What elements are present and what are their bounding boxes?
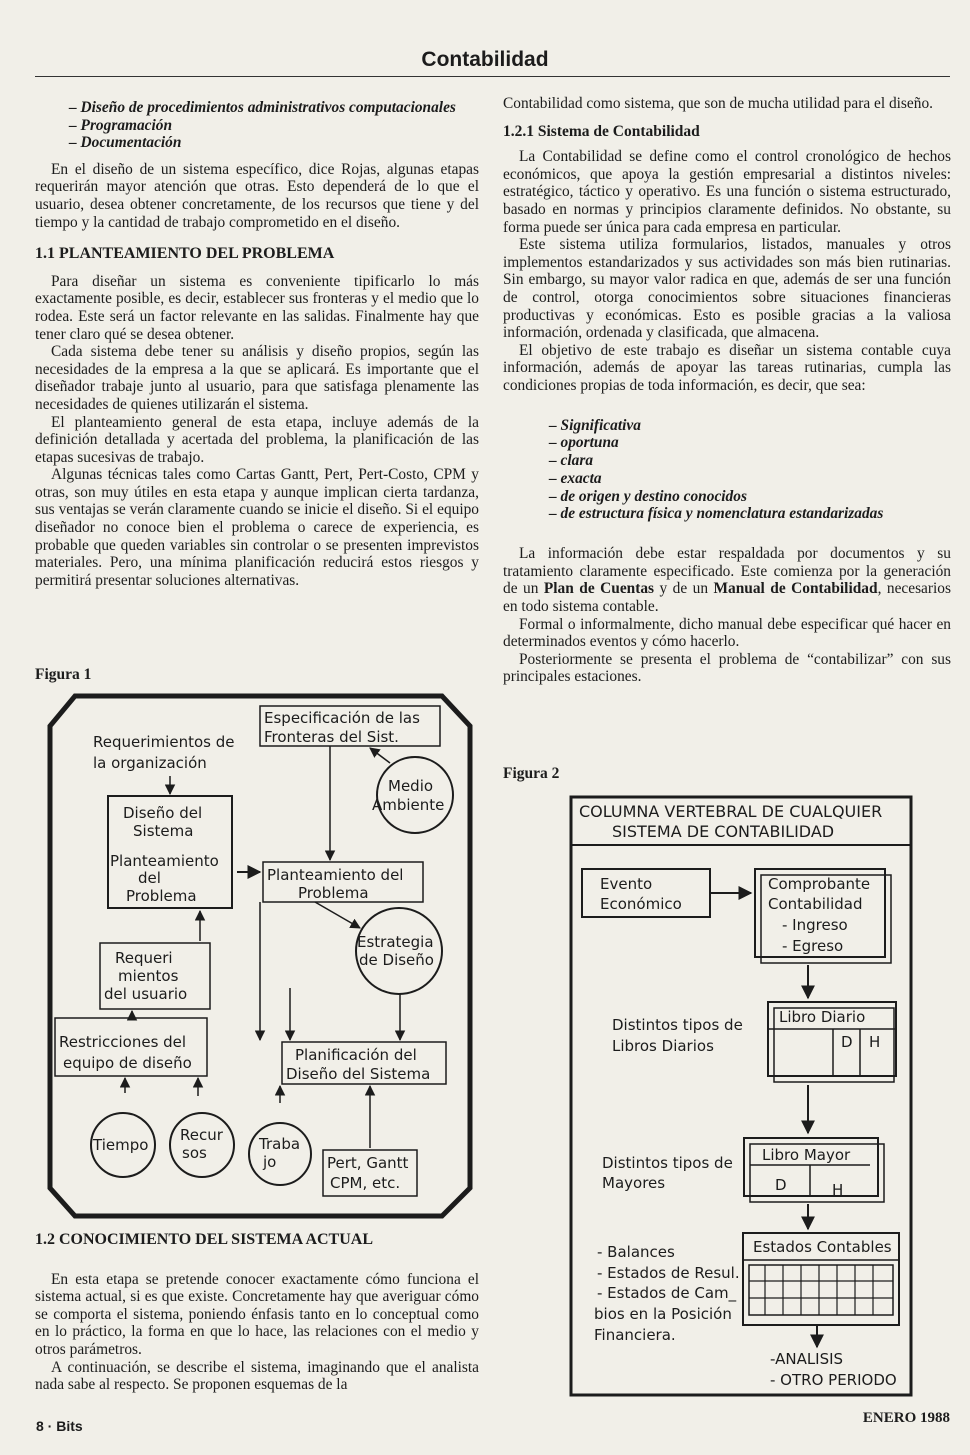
restricciones-line2: equipo de diseño <box>63 1054 192 1072</box>
paragraph: Posteriormente se presenta el problema de “contabilizar” con sus principales estaciones. <box>503 650 951 686</box>
medio-line2: Ambiente <box>372 796 445 814</box>
diario-d: D <box>841 1033 853 1051</box>
mayor-h: H <box>832 1181 844 1199</box>
medio-ambiente-circle <box>377 757 453 833</box>
quality-bullet: – de estructura física y nomenclatura estandarizadas <box>549 505 884 523</box>
paragraph: El objetivo de este trabajo es diseñar un sistema contable cuya información, además de apoyar las tareas rutinarias, cumpla las condiciones propias de toda información, es decir, que sea: <box>503 341 951 394</box>
req-usuario-line2: mientos <box>118 967 179 985</box>
paragraph-plan-cuentas <box>503 545 951 615</box>
left-column <box>35 99 479 589</box>
footer-page-number: 8 · Bits <box>36 1418 83 1434</box>
req-usuario-line3: del usuario <box>104 985 188 1003</box>
plan-cuentas-term: Plan de Cuentas <box>543 580 655 598</box>
paragraph: Algunas técnicas tales como Cartas Gantt, Pert, Pert-Costo, CPM y otras, son muy útiles en esta etapa y aunque implican cierta tardanza, sus ventajas se verán claramente cuando se inicie el diseño. Si el equipo diseñador no conoce bien el problema o carece de experiencia, es probable que queden variables sin controlar o se presenten imprevistos materiales. Pero, una mínima planificación reducirá estos riesgos y permitirá presentar soluciones alternativas. <box>35 466 479 589</box>
plant-left-line2: del <box>138 869 161 887</box>
comprobante-line4: - Egreso <box>782 937 844 955</box>
paragraph: Contabilidad como sistema, que son de mucha utilidad para el diseño. <box>503 95 933 112</box>
page-header: Contabilidad <box>421 48 549 71</box>
diseno-line2: Sistema <box>133 822 194 840</box>
evento-line1: Evento <box>600 875 653 893</box>
ledger-grid <box>749 1265 893 1315</box>
trabajo-circle <box>249 1123 311 1185</box>
figure-1-diagram <box>30 688 482 1223</box>
paragraph: A continuación, se describe el sistema, imaginando que el analista nada sabe al respecto. Se proponen esquemas de la <box>35 1358 479 1394</box>
arrow <box>370 748 390 763</box>
restricciones-line1: Restricciones del <box>59 1033 187 1051</box>
diario-h: H <box>869 1033 881 1051</box>
text-run: La información debe estar respaldada por documentos y su tratamiento claramente especificado. Este comienza por la generación de un <box>503 545 951 598</box>
quality-bullet: – clara <box>549 452 594 470</box>
paragraph: Para diseñar un sistema es conveniente tipificarlo lo más exactamente posible, es decir, establecer sus fronteras y el medio que lo rodea. Este será un factor relevante en las salidas. Finalmente hay que tener claro qué se desea obtener. <box>35 272 479 343</box>
arrow <box>315 902 360 928</box>
intro-bullet-list <box>35 99 479 152</box>
libro-diario-label: Libro Diario <box>779 1008 866 1026</box>
quality-bullet: – de origen y destino conocidos <box>549 487 747 505</box>
mayor-d: D <box>775 1176 787 1194</box>
paragraph: El planteamiento general de esta etapa, incluye además de la definición detallada y acertada del problema, la planificación de las etapas sucesivas de trabajo. <box>35 413 479 466</box>
diarios-line2: Libros Diarios <box>612 1037 714 1055</box>
quality-bullet: – exacta <box>549 469 602 487</box>
mayores-line1: Distintos tipos de <box>602 1154 733 1172</box>
estados-list-item: bios en la Posición <box>594 1305 732 1323</box>
intro-bullet: – Diseño de procedimientos administrativos computacionales <box>69 99 456 116</box>
paragraph: En esta etapa se pretende conocer exactamente cómo funciona el sistema actual, si es que existe. Concretamente hay que averiguar cómo se comporta el sistema, poniendo énfasis tanto en lo conceptual como en lo práctico, la forma en que lo hace, las relaciones con el medio y otros parámetros. <box>35 1270 479 1358</box>
pert-line1: Pert, Gantt <box>327 1154 409 1172</box>
estados-list-item: - Balances <box>597 1243 675 1261</box>
section-heading-1-1: 1.1 PLANTEAMIENTO DEL PROBLEMA <box>35 245 335 263</box>
figure-2-diagram <box>565 793 917 1400</box>
estados-list-item: - Estados de Cam_ <box>597 1284 737 1302</box>
figure-2-label: Figura 2 <box>503 765 560 782</box>
esp-fronteras-line2: Fronteras del Sist. <box>264 728 399 746</box>
plant-right-line1: Planteamiento del <box>267 866 404 884</box>
plant-right-line2: Problema <box>298 884 369 902</box>
fig2-title-line2: SISTEMA DE CONTABILIDAD <box>612 822 835 841</box>
planificacion-line2: Diseño del Sistema <box>286 1065 431 1083</box>
header-rule <box>35 76 950 77</box>
paragraph: Cada sistema debe tener su análisis y diseño propios, según las necesidades de la empresa a la que se aplicará. Es importante que el diseñador trabaje junto al usuario, para que satisfaga plenamente las necesidades de quienes utilizarán el sistema. <box>35 343 479 413</box>
quality-bullet: – Significativa <box>549 416 641 434</box>
req-org-line1: Requerimientos de <box>93 733 235 751</box>
text-run: y de un <box>654 580 714 598</box>
section-heading-1-2-1: 1.2.1 Sistema de Contabilidad <box>503 122 700 140</box>
ledger-grid-lines <box>749 1265 893 1315</box>
pert-line2: CPM, etc. <box>330 1174 401 1192</box>
section-heading-1-2: 1.2 CONOCIMIENTO DEL SISTEMA ACTUAL <box>35 1231 373 1248</box>
footer-date: ENERO 1988 <box>862 1410 950 1426</box>
recursos-line2: sos <box>182 1144 207 1162</box>
plant-left-line3: Problema <box>126 887 197 905</box>
planificacion-line1: Planificación del <box>295 1046 417 1064</box>
esp-fronteras-line1: Especificación de las <box>264 709 420 727</box>
comprobante-line1: Comprobante <box>768 875 871 893</box>
tiempo-label: Tiempo <box>93 1136 149 1154</box>
estados-list-item: - Estados de Resul. <box>597 1264 740 1282</box>
analisis-line1: -ANALISIS <box>770 1350 844 1368</box>
left-column-bottom <box>35 1227 479 1394</box>
trabajo-line2: jo <box>263 1153 277 1171</box>
trabajo-line1: Traba <box>259 1135 301 1153</box>
mayores-line2: Mayores <box>602 1174 666 1192</box>
req-usuario-line1: Requeri <box>115 949 173 967</box>
comprobante-line3: - Ingreso <box>782 916 848 934</box>
figure-1-label: Figura 1 <box>35 666 92 683</box>
quality-bullet-list <box>503 417 951 524</box>
diseno-line1: Diseño del <box>123 804 203 822</box>
text-run: , necesarios en todo sistema contable. <box>503 580 951 616</box>
right-column <box>503 95 951 686</box>
analisis-line2: - OTRO PERIODO <box>770 1371 897 1389</box>
plant-left-line1: Planteamiento <box>110 852 219 870</box>
estados-list-item: Financiera. <box>594 1326 676 1344</box>
paragraph: Este sistema utiliza formularios, listados, manuales y otros implementos estandarizados y sus actividades son más bien rutinarias. Sin embargo, su mayor valor radica en que, además de ser una función de control, otorga conocimientos sobre situaciones financieras productivas y económicas. Esto es posible gracias a la valiosa información, ordenada y clasificada, que almacena. <box>503 236 951 342</box>
recursos-line1: Recur <box>180 1126 223 1144</box>
fig2-title-line1: COLUMNA VERTEBRAL DE CUALQUIER <box>579 802 883 821</box>
intro-bullet: – Programación <box>69 116 173 134</box>
intro-paragraph: En el diseño de un sistema específico, dice Rojas, algunas etapas requerirán mayor atención que otras. Esto dependerá de lo que el usuario, desea obtener concretamente, de los recursos que tiene y del tiempo y la cantidad de trabajo comprometido en el diseño. <box>35 160 479 231</box>
estrategia-line1: Estrategia <box>357 933 434 951</box>
diarios-line1: Distintos tipos de <box>612 1016 743 1034</box>
estados-contables-label: Estados Contables <box>753 1238 892 1256</box>
paragraph: Formal o informalmente, dicho manual debe especificar qué hacer en determinados eventos y cómo hacerlo. <box>503 615 951 651</box>
intro-bullet: – Documentación <box>69 134 182 152</box>
quality-bullet: – oportuna <box>549 434 619 452</box>
estrategia-line2: de Diseño <box>359 951 434 969</box>
manual-contabilidad-term: Manual de Contabilidad <box>713 580 878 598</box>
libro-mayor-label: Libro Mayor <box>762 1146 851 1164</box>
medio-line1: Medio <box>388 777 434 795</box>
evento-line2: Económico <box>600 895 682 913</box>
comprobante-line2: Contabilidad <box>768 895 863 913</box>
req-org-line2: la organización <box>93 754 207 772</box>
paragraph: La Contabilidad se define como el control cronológico de hechos económicos, que apoya la gestión empresarial a distintos niveles: estratégico, táctico y operativo. Es una función o sistema estructurado, basado en normas y principios claramente definidos. No obstante, su forma puede ser única para cada empresa en particular. <box>503 148 951 236</box>
